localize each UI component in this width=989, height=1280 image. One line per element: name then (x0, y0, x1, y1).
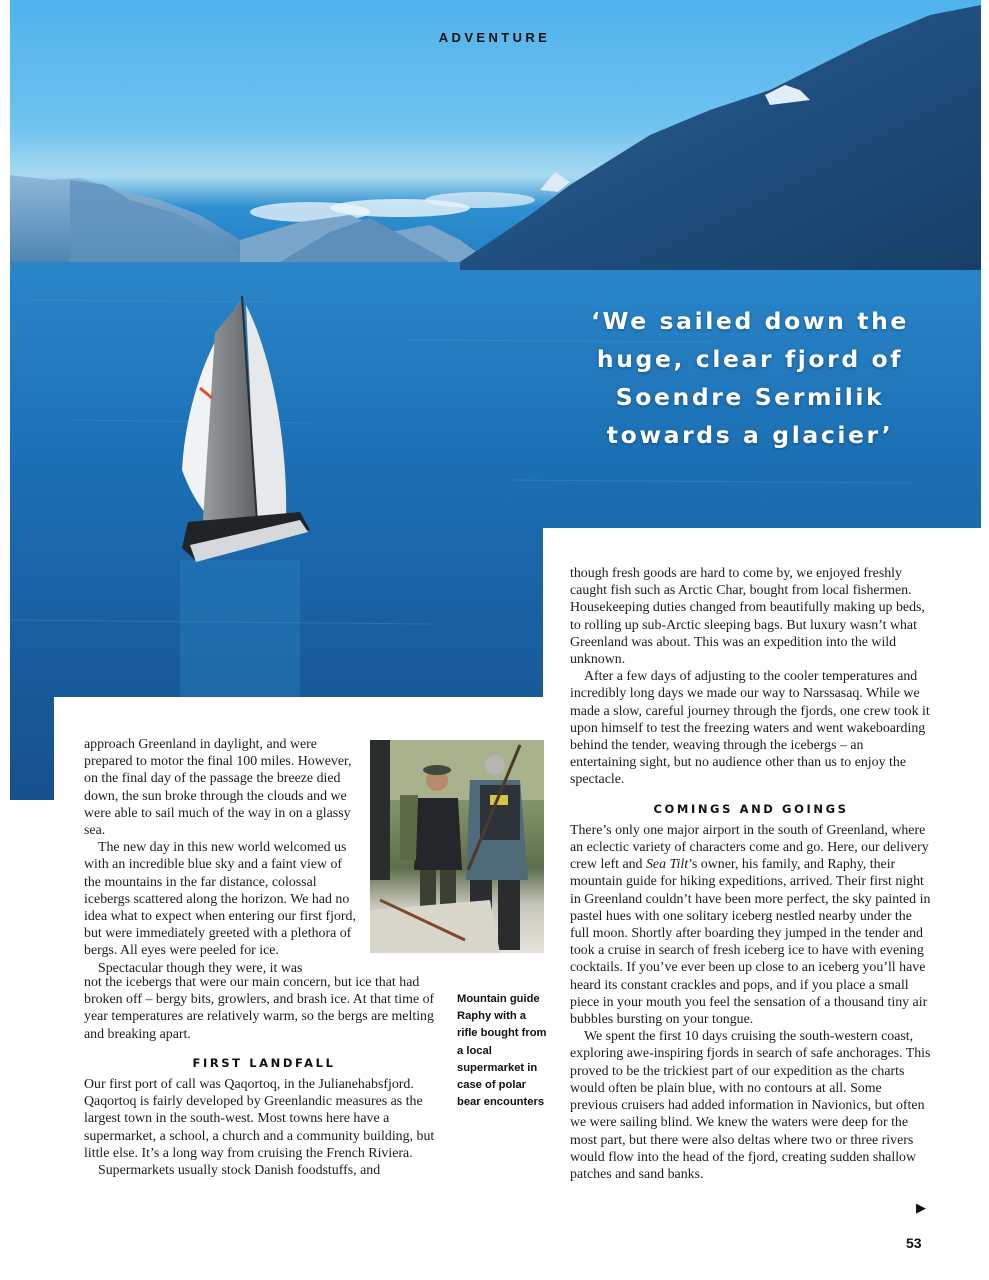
paragraph: not the icebergs that were our main concern, but ice that had broken off – bergy bits, growlers, and brash ice. At that time of year temperatures are relatively warm, so the bergs are melting and breaking apart. (84, 975, 435, 1042)
boat-name: Sea Tilt (645, 857, 689, 873)
page-number: 53 (906, 1235, 922, 1251)
continue-arrow-icon: ▶ (916, 1201, 926, 1216)
left-column-bottom (84, 974, 444, 1179)
text-span: ’s owner, his family, and Raphy, their mountain guide for hiking expeditions, arrived. Their first night in Greenland couldn’t have been more perfect, the sky painted in pastel hues with one solitary iceberg nestled nearby under the full moon. Shortly after boarding they jumped in the tender and took a cruise in search of fresh iceberg ice to have with evening cocktails. If you’ve ever been up close to an iceberg you’ll have heard its constant crackles and pops, and if you place a small piece in your mouth you feel the sensation of a thousand tiny air bubbles bursting on your tongue. (570, 857, 931, 1028)
paragraph: Supermarkets usually stock Danish foodstuffs, and (98, 1163, 381, 1179)
text-span: There’s only one major airport in the south of Greenland, where an eclectic variety of characters come and go. Here, our delivery crew left and (570, 822, 929, 873)
paragraph: Spectacular though they were, it was (98, 960, 303, 976)
subheading-comings-and-goings: COMINGS AND GOINGS (653, 801, 849, 816)
paragraph: The new day in this new world welcomed us with an incredible blue sky and a faint view of the mountains in the far distance, colossal icebergs scattered along the horizon. We had no idea what to expect when entering our first fjord, but were immediately greeted with a plethora of bergs. All eyes were peeled for ice. (84, 840, 356, 959)
right-column (570, 565, 932, 1183)
paragraph: Our first port of call was Qaqortoq, in the Julianehabsfjord. Qaqortoq is fairly developed by Greenlandic measures as the largest town in the south-west. Most towns here have a supermarket, a school, a church and a community building, but little else. It’s a long way from cruising the French Riviera. (84, 1077, 435, 1161)
paragraph: though fresh goods are hard to come by, we enjoyed freshly caught fish such as Arctic Char, bought from local fishermen. Housekeeping duties changed from beautifully making up beds, to rolling up sub-Arctic sleeping bags. But luxury wasn’t what Greenland was about. This was an expedition into the wild unknown. (570, 566, 925, 668)
subheading-first-landfall: FIRST LANDFALL (192, 1055, 336, 1070)
guide-scene (370, 740, 544, 953)
section-tag: ADVENTURE (438, 30, 551, 45)
paragraph (570, 822, 932, 1028)
paragraph: After a few days of adjusting to the cooler temperatures and incredibly long days we made our way to Narssasaq. While we made a slow, careful journey through the fjords, one crew took it upon himself to test the freezing waters and went wakeboarding behind the tender, weaving through the icebergs – an entertaining sight, but no audience other than us to enjoy the spectacle. (570, 669, 930, 788)
paragraph: approach Greenland in daylight, and were prepared to motor the final 100 miles. However, on the final day of the passage the breeze died down, the sun broke through the clouds and we were able to sail much of the way in on a glassy sea. (84, 737, 352, 839)
pull-quote: ‘We sailed down the huge, clear fjord of Soendre Sermilik towards a glacier’ (591, 307, 909, 449)
photo-caption: Mountain guide Raphy with a rifle bought from a local supermarket in case of polar bear encounters (457, 993, 547, 1109)
mountain-guide-photo (370, 740, 544, 953)
left-column-top (84, 736, 356, 977)
paragraph: We spent the first 10 days cruising the south-western coast, exploring awe-inspiring fjords in search of safe anchorages. This proved to be the trickiest part of our expedition as the charts would often be plain blue, with no contours at all. Some previous cruisers had added information in Navionics, but often we were sailing blind. We knew the waters were deep for the most part, but there were also deltas where two or three rivers would flow into the head of the fjord, creating sudden shallow patches and sand banks. (570, 1029, 931, 1182)
